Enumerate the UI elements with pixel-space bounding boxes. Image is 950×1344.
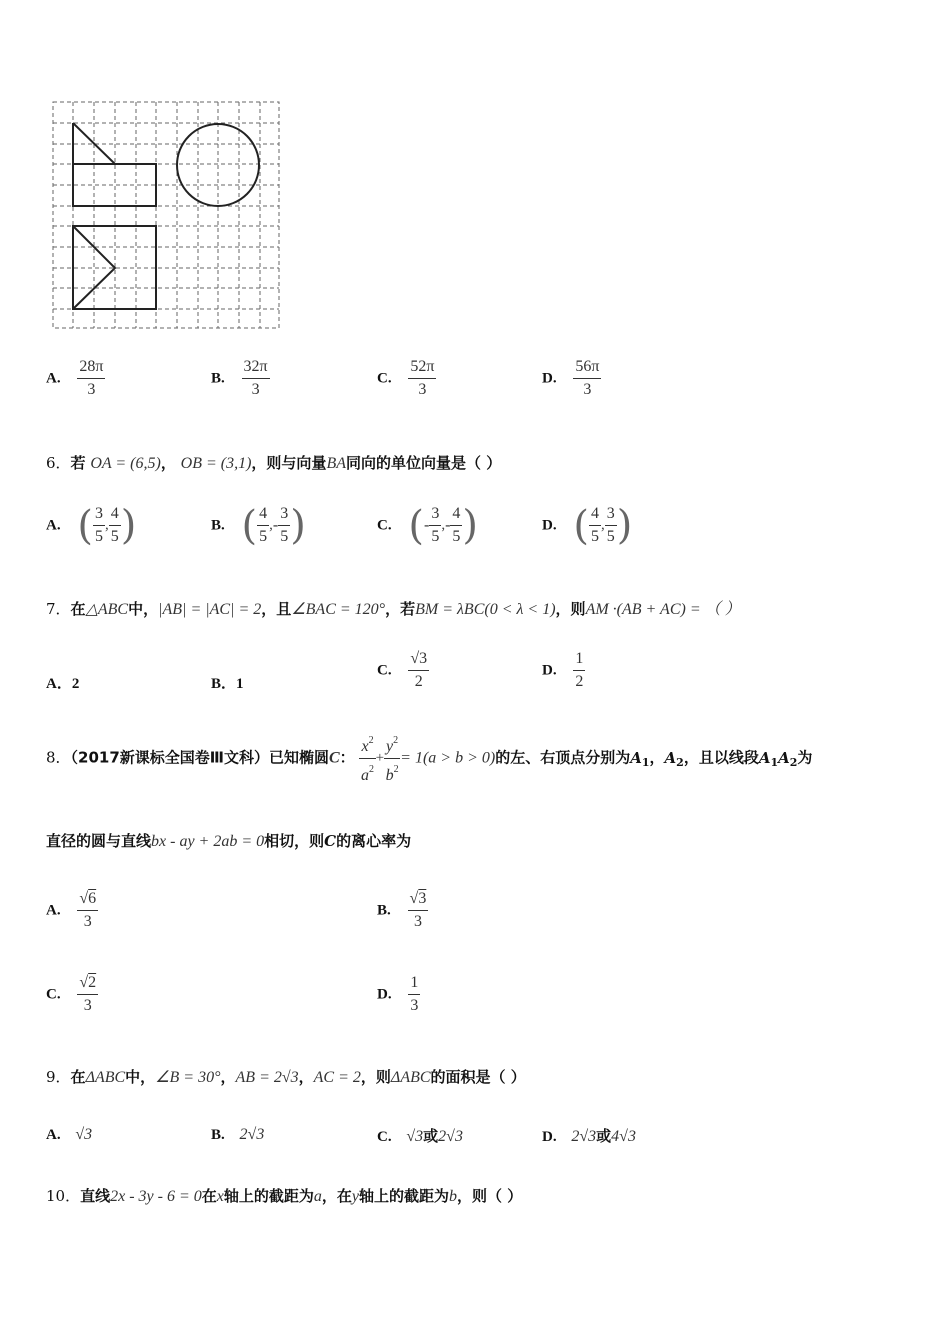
q6-option-b[interactable]: B. ( $\frac{4}{5}$ ,- $\frac{3}{5}$ )	[211, 502, 306, 549]
q5-option-b[interactable]: B. $\frac{32\pi}{3}$	[211, 358, 268, 398]
q9-option-b[interactable]: B. 2√3	[211, 1126, 265, 1143]
q5-option-d-value: $\frac{56\pi}{3}$	[575, 358, 600, 398]
q7-option-d[interactable]: D. $\frac{1}{2}$	[542, 650, 584, 690]
q9-option-d[interactable]: D. 2√3或4√3	[542, 1127, 636, 1145]
q8-option-a[interactable]: A. $\frac{√6}{3}$	[46, 890, 97, 930]
q5-option-a[interactable]: A. $\frac{28\pi}{3}$	[46, 358, 104, 398]
q5-option-a-value: $\frac{28\pi}{3}$	[79, 358, 104, 398]
q8-option-b[interactable]: B. $\frac{√3}{3}$	[377, 890, 427, 930]
q6-stem: 6．若 OA = (6,5)， OB = (3,1)，则与向量BA同向的单位向量是（ ）	[46, 454, 502, 472]
q6-option-d[interactable]: D. ( $\frac{4}{5}$ , $\frac{3}{5}$ )	[542, 502, 633, 549]
q8-option-c[interactable]: C. $\frac{√2}{3}$	[46, 974, 97, 1014]
q9-option-a[interactable]: A. √3	[46, 1126, 93, 1143]
q7-option-c[interactable]: C. $\frac{√3}{2}$	[377, 650, 428, 690]
q7-option-a[interactable]: A．2	[46, 676, 80, 692]
q5-option-b-value: $\frac{32\pi}{3}$	[243, 358, 268, 398]
q8-option-d[interactable]: D. $\frac{1}{3}$	[377, 974, 419, 1014]
q5-option-c-value: $\frac{52\pi}{3}$	[410, 358, 435, 398]
q8-stem-line2: 直径的圆与直线bx - ay + 2ab = 0相切，则C的离心率为	[46, 832, 412, 850]
q6-option-a[interactable]: A. ( $\frac{3}{5}$ , $\frac{4}{5}$ )	[46, 502, 137, 549]
q9-stem: 9．在ΔABC中，∠B = 30°，AB = 2√3，AC = 2，则ΔABC的面积是（ ）	[46, 1068, 526, 1086]
q5-option-c[interactable]: C. $\frac{52\pi}{3}$	[377, 358, 435, 398]
q6-option-c[interactable]: C. (- $\frac{3}{5}$ ,- $\frac{4}{5}$ )	[377, 502, 478, 549]
three-view-figure	[48, 98, 288, 334]
q5-option-d[interactable]: D. $\frac{56\pi}{3}$	[542, 358, 600, 398]
q8-stem: 8．（2017新课标全国卷Ⅲ文科）已知椭圆C： $\frac{x^2}{a^2}$ + $\frac{y^2}{b^2}$ = 1(a > b > 0)的左、右顶点分别为$A_1$，$A_2$，且以线段$A_1A_2$为	[46, 732, 812, 785]
q7-option-b[interactable]: B．1	[211, 676, 244, 692]
q9-option-c[interactable]: C. √3或2√3	[377, 1127, 463, 1145]
q10-stem: 10．直线2x - 3y - 6 = 0在x轴上的截距为a，在y轴上的截距为b，则（ ）	[46, 1187, 523, 1205]
q7-stem: 7．在△ABC中，|AB| = |AC| = 2，且∠BAC = 120°，若BM = λBC(0 < λ < 1)，则AM ·(AB + AC) = （ ）	[46, 600, 741, 618]
